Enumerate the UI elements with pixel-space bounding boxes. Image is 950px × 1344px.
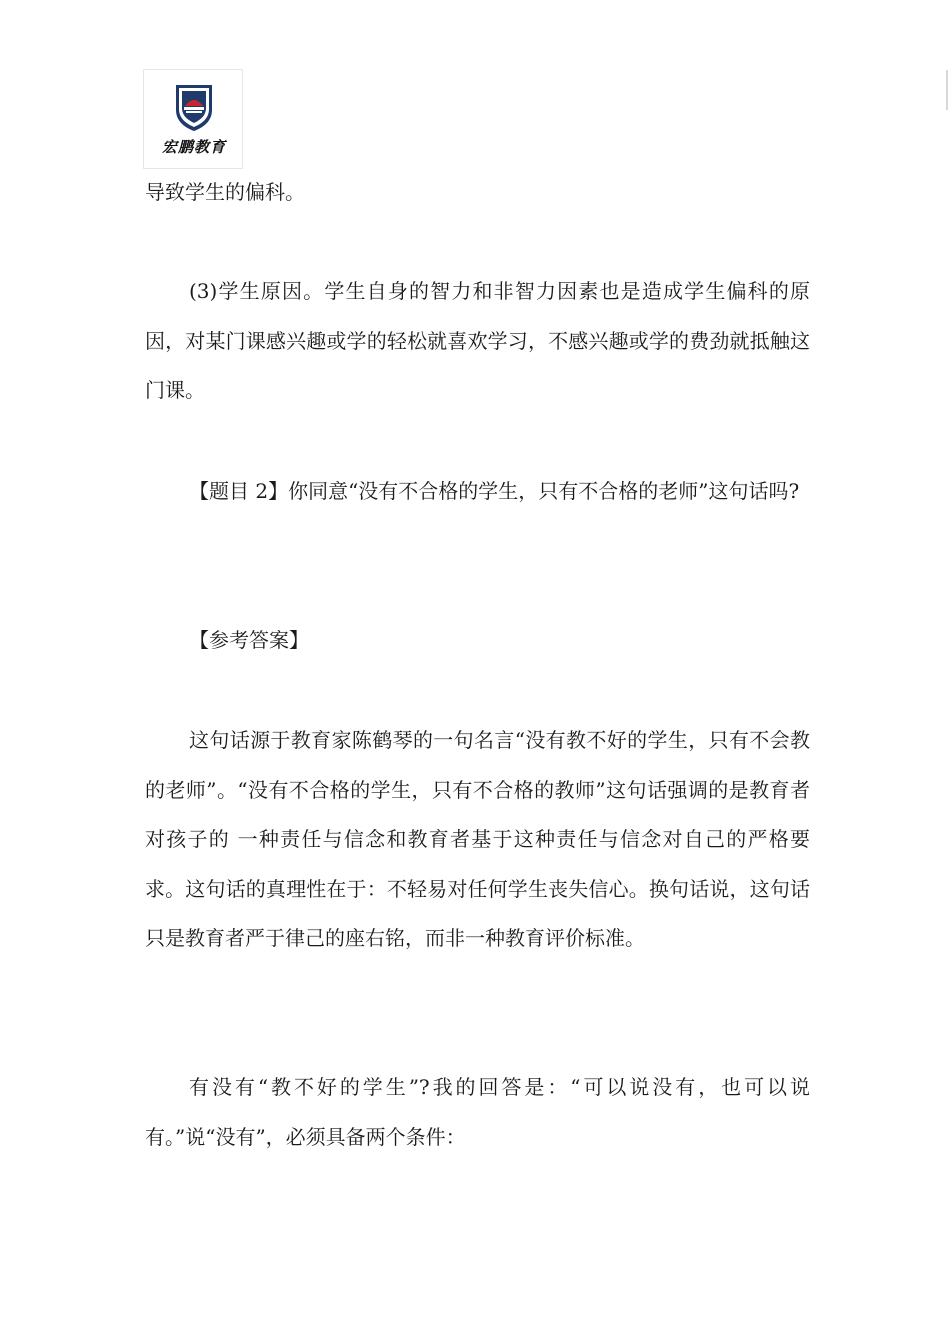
- paragraph-5: 这句话源于教育家陈鹤琴的一句名言“没有教不好的学生，只有不会教的老师”。“没有不合格的学生，只有不合格的教师”这句话强调的是教育者对孩子的 一种责任与信念和教育者基于这种责任与信念对自己的严格要求。这句话的真理性在于：不轻易对任何学生丧失信心。换句话说，这句话只是教育者严于律己的座右铭，而非一种教育评价标准。: [145, 728, 810, 950]
- shield-logo-icon: [172, 82, 216, 132]
- paragraph-1: 导致学生的偏科。: [145, 180, 305, 204]
- paragraph-6: 有没有“教不好的学生”?我的回答是：“可以说没有，也可以说有。”说“没有”，必须具备两个条件：: [145, 1075, 810, 1149]
- answer-heading: 【参考答案】: [189, 628, 309, 652]
- paragraph-2: (3)学生原因。学生自身的智力和非智力因素也是造成学生偏科的原因，对某门课感兴趣或学的轻松就喜欢学习，不感兴趣或学的费劲就抵触这门课。: [145, 279, 810, 402]
- question-paragraph: 【题目 2】你同意“没有不合格的学生，只有不合格的老师”这句话吗?: [189, 479, 800, 503]
- brand-logo: [143, 69, 243, 169]
- logo-text: 宏鹏教育: [161, 138, 226, 156]
- edge-mark: [946, 70, 948, 110]
